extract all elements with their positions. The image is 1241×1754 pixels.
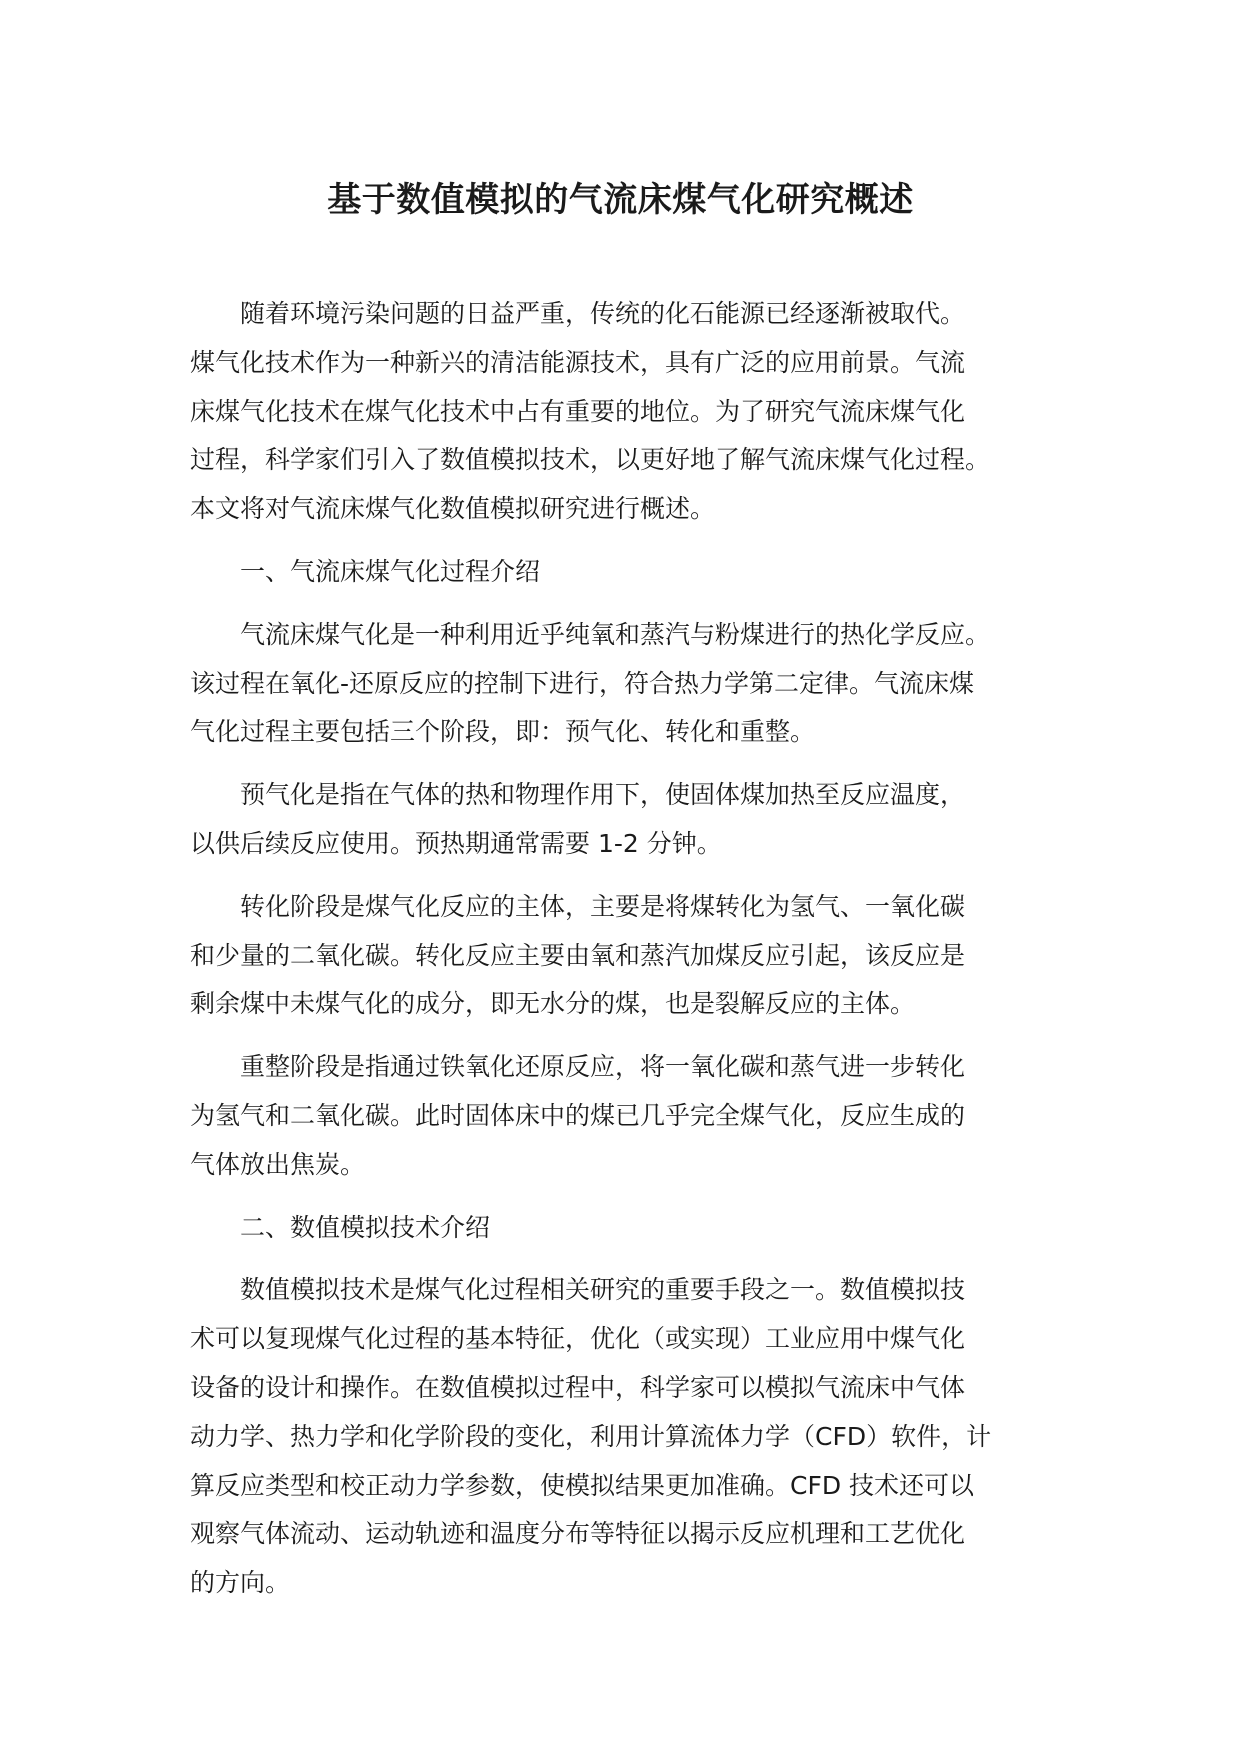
paragraph-line: 数值模拟技术是煤气化过程相关研究的重要手段之一。数值模拟技 [240, 1275, 966, 1305]
paragraph-line: 气体放出焦炭。 [190, 1149, 366, 1179]
paragraph-pregasification [190, 771, 1070, 869]
paragraph-line: 的方向。 [190, 1568, 291, 1598]
paragraph-line: 气化过程主要包括三个阶段，即：预气化、转化和重整。 [190, 717, 816, 747]
paragraph-line: 气流床煤气化是一种利用近乎纯氧和蒸汽与粉煤进行的热化学反应。 [240, 619, 991, 649]
paragraph-line: 煤气化技术作为一种新兴的清洁能源技术，具有广泛的应用前景。气流 [190, 347, 966, 377]
section-heading-2 [190, 1204, 1070, 1253]
paragraph-process-overview [190, 611, 1070, 757]
section-heading-text: 一、气流床煤气化过程介绍 [240, 556, 541, 586]
section-heading-1 [190, 548, 1070, 597]
paragraph-line: 观察气体流动、运动轨迹和温度分布等特征以揭示反应机理和工艺优化 [190, 1519, 966, 1549]
paragraph-line: 重整阶段是指通过铁氧化还原反应，将一氧化碳和蒸气进一步转化 [240, 1052, 966, 1082]
paragraph-line: 随着环境污染问题的日益严重，传统的化石能源已经逐渐被取代。 [240, 299, 966, 328]
paragraph-line: 本文将对气流床煤气化数值模拟研究进行概述。 [190, 494, 716, 524]
section-heading-text: 二、数值模拟技术介绍 [240, 1212, 491, 1242]
paragraph-line: 算反应类型和校正动力学参数，使模拟结果更加准确。CFD 技术还可以 [190, 1470, 975, 1500]
document-body [190, 290, 1070, 1622]
paragraph-line: 为氢气和二氧化碳。此时固体床中的煤已几乎完全煤气化，反应生成的 [190, 1100, 966, 1130]
paragraph-reforming [190, 1043, 1070, 1189]
paragraph-line: 过程，科学家们引入了数值模拟技术，以更好地了解气流床煤气化过程。 [190, 445, 991, 475]
paragraph-line: 动力学、热力学和化学阶段的变化，利用计算流体力学（CFD）软件，计 [190, 1421, 992, 1451]
paragraph-line: 术可以复现煤气化过程的基本特征，优化（或实现）工业应用中煤气化 [190, 1324, 966, 1354]
paragraph-intro [190, 290, 1070, 534]
paragraph-line: 该过程在氧化-还原反应的控制下进行，符合热力学第二定律。气流床煤 [190, 668, 975, 698]
paragraph-line: 预气化是指在气体的热和物理作用下，使固体煤加热至反应温度， [240, 780, 966, 810]
document-title: 基于数值模拟的气流床煤气化研究概述 [327, 180, 914, 220]
paragraph-line: 剩余煤中未煤气化的成分，即无水分的煤，也是裂解反应的主体。 [190, 989, 916, 1019]
paragraph-numerical-simulation [190, 1266, 1070, 1608]
paragraph-line: 转化阶段是煤气化反应的主体，主要是将煤转化为氢气、一氧化碳 [240, 891, 966, 921]
paragraph-line: 和少量的二氧化碳。转化反应主要由氧和蒸汽加煤反应引起，该反应是 [190, 940, 966, 970]
paragraph-line: 以供后续反应使用。预热期通常需要 1-2 分钟。 [190, 828, 722, 858]
paragraph-conversion [190, 883, 1070, 1029]
paragraph-line: 设备的设计和操作。在数值模拟过程中，科学家可以模拟气流床中气体 [190, 1372, 966, 1402]
paragraph-line: 床煤气化技术在煤气化技术中占有重要的地位。为了研究气流床煤气化 [190, 396, 966, 426]
